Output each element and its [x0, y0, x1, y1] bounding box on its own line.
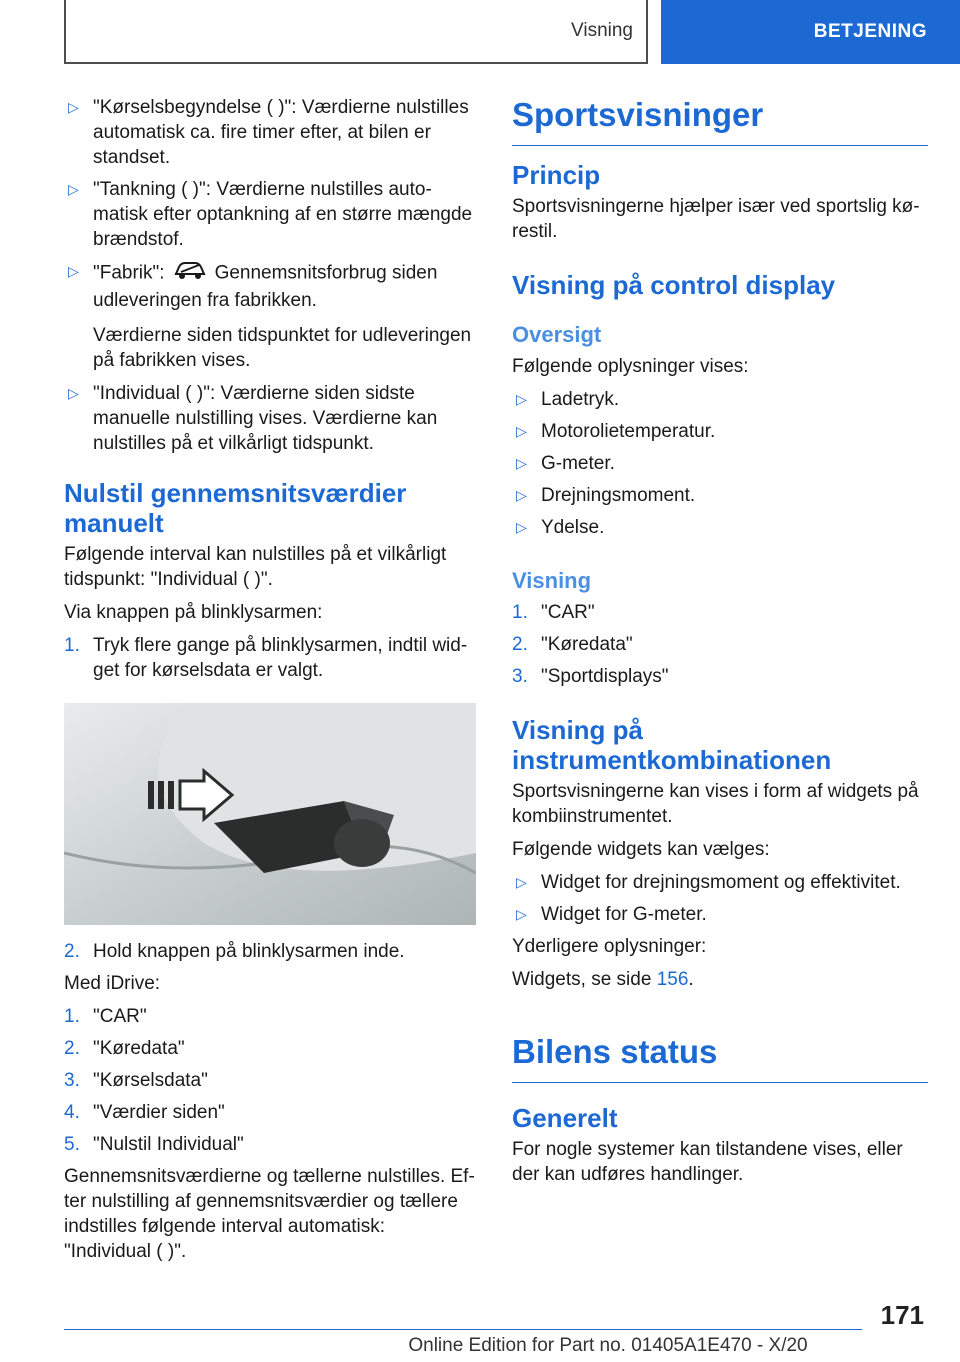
bullet-icon: ▷	[516, 391, 527, 407]
bullet-icon: ▷	[516, 906, 527, 922]
list-item: ▷ Ydelse.	[516, 517, 605, 538]
bullet-icon: ▷	[516, 487, 527, 503]
list-item: ▷ Drejningsmoment.	[516, 485, 696, 506]
fabrik-text: Gennemsnitsforbrug siden udleveringen fra fabrikken.	[93, 262, 438, 311]
step-number: 1.	[64, 1006, 80, 1027]
list-item: 2. "Køredata"	[64, 1038, 185, 1059]
reset-heading: Nulstil gennemsnitsværdier manuelt	[64, 478, 407, 538]
step-number: 3.	[512, 666, 528, 687]
list-item: 3. "Kørselsdata"	[64, 1070, 208, 1091]
list-item: 3. "Sportdisplays"	[512, 666, 669, 687]
list-item: 4. "Værdier siden"	[64, 1102, 225, 1123]
step-number: 4.	[64, 1102, 80, 1123]
fabrik-note: Værdierne siden tidspunktet for udleveringen på fabrikken vises.	[93, 325, 472, 371]
page-reference-link[interactable]: 156	[656, 969, 689, 990]
paragraph: For nogle systemer kan tilstandene vises, eller der kan udføres handlinger.	[512, 1139, 903, 1185]
paragraph: Via knappen på blinklysarmen:	[64, 602, 323, 623]
oversigt-heading: Oversigt	[512, 322, 602, 347]
turn-signal-lever-illustration	[64, 703, 476, 925]
instrument-cluster-heading: Visning på instrumentkombinationen	[512, 715, 832, 775]
paragraph: Følgende widgets kan vælges:	[512, 839, 770, 860]
step-number: 5.	[64, 1134, 80, 1155]
list-item: 5. "Nulstil Individual"	[64, 1134, 244, 1155]
list-item: 1. "CAR"	[64, 1006, 147, 1027]
header-chapter-label: BETJENING	[813, 21, 927, 42]
footer-divider	[64, 1329, 862, 1330]
list-item: ▷ G-meter.	[516, 453, 615, 474]
sportsvisninger-title: Sportsvisninger	[512, 95, 928, 146]
list-item: ▷ Widget for drejningsmoment og effektivitet.	[516, 872, 901, 893]
left-column	[64, 95, 476, 1272]
footer-edition: Online Edition for Part no. 01405A1E470 - X/20	[408, 1335, 808, 1356]
list-item: ▷ Motorolietemperatur.	[516, 421, 716, 442]
step-number: 1.	[512, 602, 528, 623]
oversigt-list	[512, 387, 928, 540]
list-item: ▷ Widget for G-meter.	[516, 904, 707, 925]
step-number: 1.	[64, 635, 80, 656]
bullet-icon: ▷	[68, 99, 79, 115]
step-list	[64, 633, 476, 683]
bullet-icon: ▷	[68, 263, 79, 279]
bullet-icon: ▷	[516, 423, 527, 439]
idrive-step-list	[64, 1004, 476, 1157]
widget-list	[512, 870, 928, 927]
paragraph: Følgende interval kan nulstilles på et vilkårligt tidspunkt: "Individual ( )".	[64, 544, 447, 590]
bullet-icon: ▷	[68, 181, 79, 197]
paragraph: Med iDrive:	[64, 973, 161, 994]
step-list	[64, 939, 476, 964]
control-display-heading: Visning på control display	[512, 270, 836, 300]
bilens-status-title: Bilens status	[512, 1032, 928, 1083]
header-section-tab	[64, 0, 648, 64]
generelt-heading: Generelt	[512, 1103, 618, 1133]
reset-options-list	[64, 95, 476, 456]
visning-heading: Visning	[512, 568, 592, 593]
list-item	[64, 259, 476, 373]
list-item: ▷ "Tankning ( )": Værdierne nulstilles automatisk efter optankning af en større mængde brændstof.	[68, 179, 473, 250]
list-item: ▷ "Kørselsbegyndelse ( )": Værdierne nulstilles automatisk ca. fire timer efter, at bilen er standset.	[68, 97, 469, 168]
fabrik-label: "Fabrik":	[93, 262, 165, 284]
bullet-icon: ▷	[516, 519, 527, 535]
step-number: 2.	[64, 941, 80, 962]
paragraph: Følgende oplysninger vises:	[512, 356, 749, 377]
list-item: ▷ "Individual ( )": Værdierne siden sidste manuelle nulstilling vises. Værdierne kan nulstilles på et vilkårligt tidspunkt.	[68, 383, 438, 454]
list-item: 2. Hold knappen på blinklysarmen inde.	[64, 941, 405, 962]
paragraph: Widgets, se side 156.	[512, 969, 694, 990]
list-item: 1. "CAR"	[512, 602, 595, 623]
list-item: ▷ Ladetryk.	[516, 389, 620, 410]
bullet-icon: ▷	[68, 385, 79, 401]
list-item: 1. Tryk flere gange på blinklysarmen, indtil widget for kørselsdata er valgt.	[64, 635, 468, 681]
bullet-icon: ▷	[516, 874, 527, 890]
princip-heading: Princip	[512, 160, 601, 190]
paragraph: Gennemsnitsværdierne og tællerne nulstilles. Efter nulstilling af gennemsnitsværdier og tællere indstilles følgende interval automatisk: "Individual ( )".	[64, 1166, 475, 1262]
car-icon	[173, 259, 207, 288]
step-number: 3.	[64, 1070, 80, 1091]
right-column	[512, 95, 928, 1195]
bullet-icon: ▷	[516, 455, 527, 471]
visning-step-list	[512, 600, 928, 689]
step-number: 2.	[64, 1038, 80, 1059]
paragraph: Sportsvisningerne hjælper især ved sportslig kørestil.	[512, 196, 920, 242]
step-number: 2.	[512, 634, 528, 655]
header-section-label: Visning	[571, 20, 633, 41]
paragraph: Sportsvisningerne kan vises i form af widgets på kombiinstrumentet.	[512, 781, 919, 827]
header-chapter-tab	[661, 0, 960, 64]
page-number: 171	[880, 1300, 924, 1330]
paragraph: Yderligere oplysninger:	[512, 936, 707, 957]
list-item: 2. "Køredata"	[512, 634, 633, 655]
